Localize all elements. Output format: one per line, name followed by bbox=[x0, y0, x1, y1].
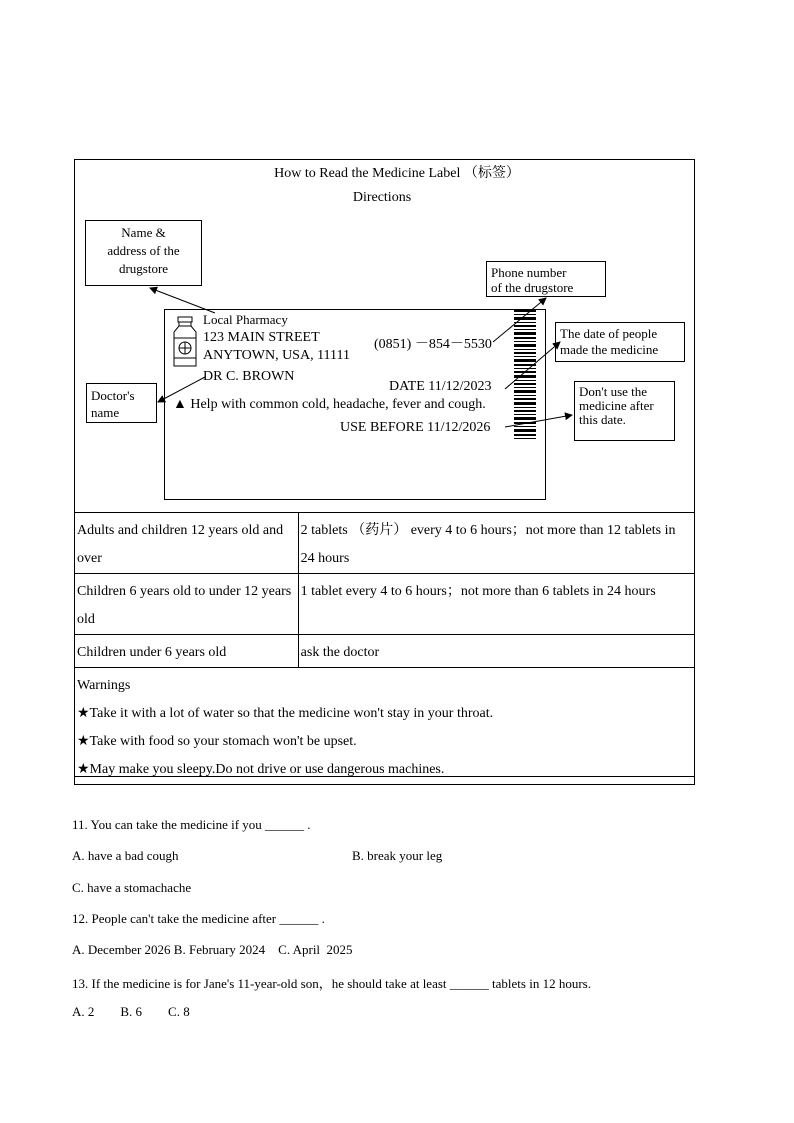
callout-phone-number: Phone number of the drugstore bbox=[486, 261, 606, 297]
dosage-who: Children 6 years old to under 12 years old bbox=[75, 574, 299, 635]
medicine-use: ▲ Help with common cold, headache, fever and cough. bbox=[173, 397, 486, 412]
table-row bbox=[75, 574, 695, 635]
directions-heading: Directions bbox=[352, 190, 412, 205]
dosage-amount: 1 tablet every 4 to 6 hours；not more than 6 tablets in 24 hours bbox=[298, 574, 694, 635]
dosage-table bbox=[74, 512, 695, 785]
warnings-title: Warnings bbox=[77, 678, 131, 693]
table-row bbox=[75, 635, 695, 668]
question-11-option-b: B. break your leg bbox=[352, 848, 443, 863]
question-12-options: A. December 2026 B. February 2024 C. April 2025 bbox=[72, 942, 353, 957]
warning-item: ★Take it with a lot of water so that the medicine won't stay in your throat. bbox=[77, 706, 494, 721]
warning-item: ★May make you sleepy.Do not drive or use dangerous machines. bbox=[77, 762, 445, 777]
question-11-option-c: C. have a stomachache bbox=[72, 880, 192, 895]
dosage-amount: ask the doctor bbox=[298, 635, 694, 668]
callout-dont-use-after: Don't use the medicine after this date. bbox=[574, 381, 675, 441]
table-row bbox=[75, 513, 695, 574]
callout-drugstore-name-address: Name & address of the drugstore bbox=[85, 220, 202, 286]
pharmacy-name: Local Pharmacy bbox=[203, 312, 288, 327]
question-11-option-a: A. have a bad cough bbox=[72, 848, 179, 863]
dosage-who: Children under 6 years old bbox=[75, 635, 299, 668]
doctor-name: DR C. BROWN bbox=[203, 369, 295, 384]
question-12: 12. People can't take the medicine after ______ . bbox=[72, 911, 325, 926]
use-before-date: USE BEFORE 11/12/2026 bbox=[340, 420, 491, 435]
warning-item: ★Take with food so your stomach won't be upset. bbox=[77, 734, 357, 749]
warnings-row bbox=[75, 668, 695, 785]
pharmacy-phone: (0851) －854－5530 bbox=[374, 337, 492, 352]
dosage-who: Adults and children 12 years old and over bbox=[75, 513, 299, 574]
card-title: How to Read the Medicine Label （标签） bbox=[274, 166, 520, 181]
pharmacy-street: 123 MAIN STREET bbox=[203, 330, 320, 345]
question-13-options: A. 2 B. 6 C. 8 bbox=[72, 1004, 190, 1019]
made-date: DATE 11/12/2023 bbox=[389, 379, 492, 394]
callout-made-date: The date of people made the medicine bbox=[555, 322, 685, 362]
question-11: 11. You can take the medicine if you ______ . bbox=[72, 817, 311, 832]
callout-doctor-name: Doctor's name bbox=[86, 383, 157, 423]
question-13: 13. If the medicine is for Jane's 11-year-old son，he should take at least ______ tablets in 12 hours. bbox=[72, 976, 591, 991]
pharmacy-city: ANYTOWN, USA, 11111 bbox=[203, 348, 350, 363]
dosage-amount: 2 tablets （药片） every 4 to 6 hours；not more than 12 tablets in 24 hours bbox=[298, 513, 694, 574]
